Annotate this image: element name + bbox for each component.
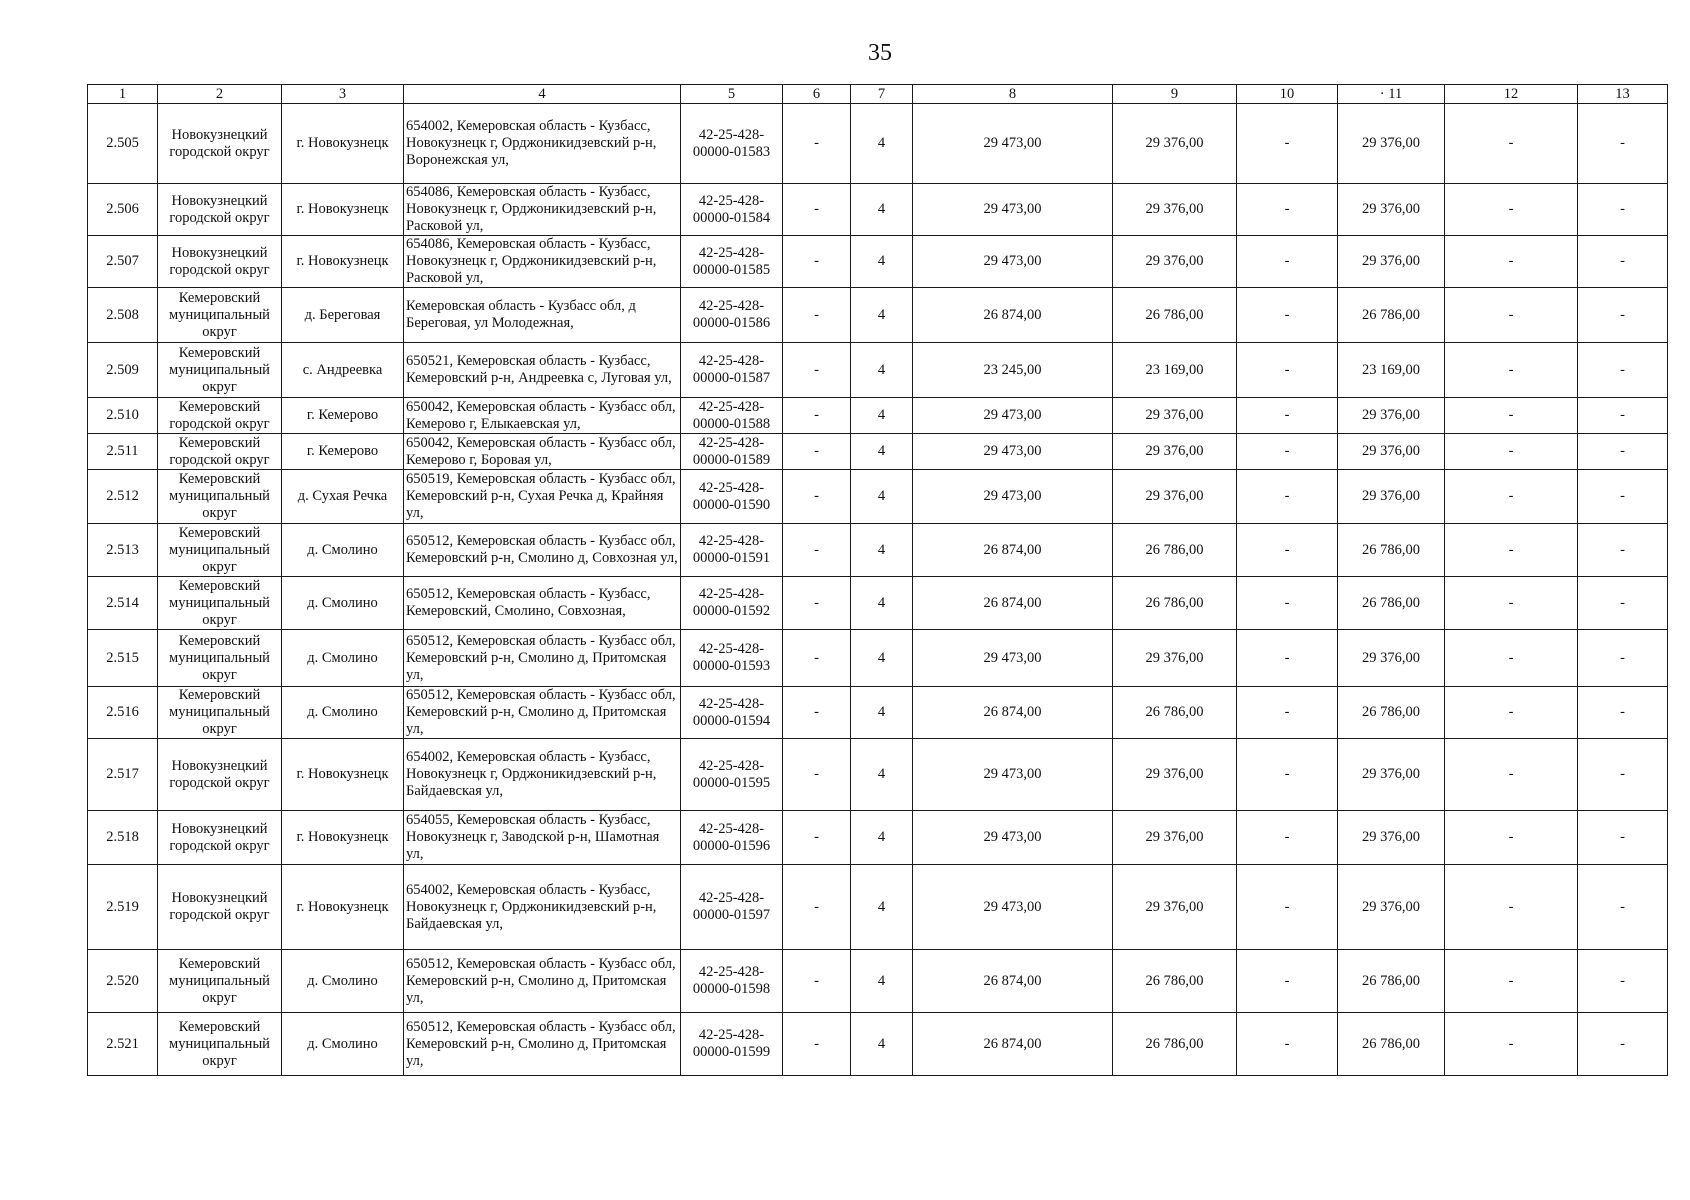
col12-cell: - (1445, 630, 1578, 687)
col12-cell: - (1445, 577, 1578, 630)
col10-cell: - (1237, 739, 1338, 811)
col6-cell: - (783, 950, 851, 1013)
table-row (88, 950, 1668, 1013)
col13-cell: - (1578, 577, 1668, 630)
locality-cell: д. Смолино (282, 524, 404, 577)
code-cell: 42-25-428-00000-01585 (681, 236, 783, 288)
row-number: 2.508 (88, 288, 158, 343)
district-cell: Кемеровский муниципальный округ (158, 470, 282, 524)
column-header: 2 (158, 85, 282, 104)
col9-cell: 26 786,00 (1113, 524, 1237, 577)
locality-cell: с. Андреевка (282, 343, 404, 398)
col8-cell: 23 245,00 (913, 343, 1113, 398)
row-number: 2.509 (88, 343, 158, 398)
col9-cell: 29 376,00 (1113, 184, 1237, 236)
col6-cell: - (783, 739, 851, 811)
col8-cell: 26 874,00 (913, 950, 1113, 1013)
code-cell: 42-25-428-00000-01597 (681, 865, 783, 950)
locality-cell: г. Кемерово (282, 434, 404, 470)
row-number: 2.505 (88, 104, 158, 184)
code-cell: 42-25-428-00000-01594 (681, 687, 783, 739)
col7-cell: 4 (851, 630, 913, 687)
district-cell: Новокузнецкий городской округ (158, 184, 282, 236)
col8-cell: 29 473,00 (913, 434, 1113, 470)
col11-cell: 29 376,00 (1338, 236, 1445, 288)
col9-cell: 26 786,00 (1113, 950, 1237, 1013)
address-cell: 650512, Кемеровская область - Кузбасс обл, Кемеровский р-н, Смолино д, Притомская ул, (404, 950, 681, 1013)
col12-cell: - (1445, 1013, 1578, 1076)
col11-cell: 29 376,00 (1338, 739, 1445, 811)
col10-cell: - (1237, 865, 1338, 950)
col13-cell: - (1578, 739, 1668, 811)
row-number: 2.511 (88, 434, 158, 470)
address-cell: 654055, Кемеровская область - Кузбасс, Новокузнецк г, Заводской р-н, Шамотная ул, (404, 811, 681, 865)
col10-cell: - (1237, 343, 1338, 398)
col10-cell: - (1237, 434, 1338, 470)
code-cell: 42-25-428-00000-01583 (681, 104, 783, 184)
code-cell: 42-25-428-00000-01591 (681, 524, 783, 577)
col12-cell: - (1445, 236, 1578, 288)
district-cell: Кемеровский муниципальный округ (158, 950, 282, 1013)
column-header: 7 (851, 85, 913, 104)
address-cell: 654002, Кемеровская область - Кузбасс, Новокузнецк г, Орджоникидзевский р-н, Байдаевская ул, (404, 739, 681, 811)
col9-cell: 29 376,00 (1113, 104, 1237, 184)
address-cell: 654086, Кемеровская область - Кузбасс, Новокузнецк г, Орджоникидзевский р-н, Расковой ул, (404, 236, 681, 288)
locality-cell: д. Сухая Речка (282, 470, 404, 524)
row-number: 2.519 (88, 865, 158, 950)
col10-cell: - (1237, 288, 1338, 343)
col6-cell: - (783, 288, 851, 343)
col6-cell: - (783, 577, 851, 630)
col9-cell: 26 786,00 (1113, 577, 1237, 630)
col7-cell: 4 (851, 687, 913, 739)
district-cell: Кемеровский муниципальный округ (158, 1013, 282, 1076)
col13-cell: - (1578, 687, 1668, 739)
locality-cell: д. Береговая (282, 288, 404, 343)
col6-cell: - (783, 398, 851, 434)
col12-cell: - (1445, 104, 1578, 184)
col10-cell: - (1237, 811, 1338, 865)
col7-cell: 4 (851, 343, 913, 398)
col10-cell: - (1237, 236, 1338, 288)
district-cell: Новокузнецкий городской округ (158, 865, 282, 950)
address-cell: 650521, Кемеровская область - Кузбасс, Кемеровский р-н, Андреевка с, Луговая ул, (404, 343, 681, 398)
col11-cell: 26 786,00 (1338, 524, 1445, 577)
col12-cell: - (1445, 811, 1578, 865)
locality-cell: д. Смолино (282, 1013, 404, 1076)
col13-cell: - (1578, 470, 1668, 524)
district-cell: Кемеровский муниципальный округ (158, 577, 282, 630)
district-cell: Кемеровский муниципальный округ (158, 343, 282, 398)
table-row (88, 1013, 1668, 1076)
table-body (88, 104, 1668, 1076)
locality-cell: г. Новокузнецк (282, 811, 404, 865)
col11-cell: 26 786,00 (1338, 1013, 1445, 1076)
code-cell: 42-25-428-00000-01593 (681, 630, 783, 687)
district-cell: Кемеровский муниципальный округ (158, 687, 282, 739)
col9-cell: 29 376,00 (1113, 865, 1237, 950)
col7-cell: 4 (851, 524, 913, 577)
locality-cell: г. Новокузнецк (282, 739, 404, 811)
col8-cell: 29 473,00 (913, 630, 1113, 687)
col11-cell: 29 376,00 (1338, 104, 1445, 184)
col11-cell: 29 376,00 (1338, 630, 1445, 687)
col7-cell: 4 (851, 1013, 913, 1076)
col12-cell: - (1445, 950, 1578, 1013)
col10-cell: - (1237, 630, 1338, 687)
address-cell: 650042, Кемеровская область - Кузбасс обл, Кемерово г, Боровая ул, (404, 434, 681, 470)
col12-cell: - (1445, 524, 1578, 577)
col8-cell: 26 874,00 (913, 524, 1113, 577)
col7-cell: 4 (851, 288, 913, 343)
col12-cell: - (1445, 865, 1578, 950)
col6-cell: - (783, 104, 851, 184)
col9-cell: 29 376,00 (1113, 630, 1237, 687)
col7-cell: 4 (851, 184, 913, 236)
table-row (88, 288, 1668, 343)
column-header: 9 (1113, 85, 1237, 104)
district-cell: Новокузнецкий городской округ (158, 104, 282, 184)
locality-cell: г. Новокузнецк (282, 865, 404, 950)
address-cell: 650512, Кемеровская область - Кузбасс обл, Кемеровский р-н, Смолино д, Притомская ул, (404, 630, 681, 687)
col9-cell: 29 376,00 (1113, 434, 1237, 470)
col6-cell: - (783, 811, 851, 865)
col10-cell: - (1237, 687, 1338, 739)
locality-cell: г. Новокузнецк (282, 184, 404, 236)
col11-cell: 26 786,00 (1338, 687, 1445, 739)
row-number: 2.517 (88, 739, 158, 811)
table-row (88, 398, 1668, 434)
col7-cell: 4 (851, 236, 913, 288)
col9-cell: 26 786,00 (1113, 288, 1237, 343)
col7-cell: 4 (851, 950, 913, 1013)
address-cell: 650512, Кемеровская область - Кузбасс, Кемеровский, Смолино, Совхозная, (404, 577, 681, 630)
col12-cell: - (1445, 343, 1578, 398)
col6-cell: - (783, 524, 851, 577)
col10-cell: - (1237, 470, 1338, 524)
row-number: 2.513 (88, 524, 158, 577)
col8-cell: 29 473,00 (913, 104, 1113, 184)
col9-cell: 26 786,00 (1113, 1013, 1237, 1076)
district-cell: Кемеровский городской округ (158, 398, 282, 434)
code-cell: 42-25-428-00000-01598 (681, 950, 783, 1013)
col8-cell: 29 473,00 (913, 811, 1113, 865)
row-number: 2.514 (88, 577, 158, 630)
col6-cell: - (783, 630, 851, 687)
col11-cell: 29 376,00 (1338, 865, 1445, 950)
table-header (88, 85, 1668, 104)
col13-cell: - (1578, 398, 1668, 434)
col7-cell: 4 (851, 811, 913, 865)
address-cell: 650519, Кемеровская область - Кузбасс обл, Кемеровский р-н, Сухая Речка д, Крайняя ул, (404, 470, 681, 524)
column-header: 4 (404, 85, 681, 104)
column-header: 8 (913, 85, 1113, 104)
table-row (88, 236, 1668, 288)
table-row (88, 739, 1668, 811)
district-cell: Новокузнецкий городской округ (158, 811, 282, 865)
col11-cell: 29 376,00 (1338, 398, 1445, 434)
code-cell: 42-25-428-00000-01588 (681, 398, 783, 434)
col12-cell: - (1445, 398, 1578, 434)
address-cell: 650042, Кемеровская область - Кузбасс обл, Кемерово г, Елыкаевская ул, (404, 398, 681, 434)
locality-cell: д. Смолино (282, 687, 404, 739)
col13-cell: - (1578, 104, 1668, 184)
col13-cell: - (1578, 184, 1668, 236)
code-cell: 42-25-428-00000-01584 (681, 184, 783, 236)
code-cell: 42-25-428-00000-01590 (681, 470, 783, 524)
col12-cell: - (1445, 739, 1578, 811)
col8-cell: 26 874,00 (913, 577, 1113, 630)
column-header: 1 (88, 85, 158, 104)
locality-cell: д. Смолино (282, 577, 404, 630)
column-header: 5 (681, 85, 783, 104)
col6-cell: - (783, 434, 851, 470)
col8-cell: 29 473,00 (913, 470, 1113, 524)
code-cell: 42-25-428-00000-01589 (681, 434, 783, 470)
col11-cell: 23 169,00 (1338, 343, 1445, 398)
column-header: 13 (1578, 85, 1668, 104)
row-number: 2.506 (88, 184, 158, 236)
col11-cell: 26 786,00 (1338, 950, 1445, 1013)
col13-cell: - (1578, 1013, 1668, 1076)
col12-cell: - (1445, 434, 1578, 470)
table-row (88, 524, 1668, 577)
address-cell: 650512, Кемеровская область - Кузбасс обл, Кемеровский р-н, Смолино д, Совхозная ул, (404, 524, 681, 577)
col13-cell: - (1578, 434, 1668, 470)
col12-cell: - (1445, 687, 1578, 739)
col8-cell: 29 473,00 (913, 184, 1113, 236)
col9-cell: 29 376,00 (1113, 470, 1237, 524)
col7-cell: 4 (851, 104, 913, 184)
row-number: 2.515 (88, 630, 158, 687)
col8-cell: 29 473,00 (913, 865, 1113, 950)
col9-cell: 23 169,00 (1113, 343, 1237, 398)
table-row (88, 577, 1668, 630)
table-row (88, 104, 1668, 184)
col9-cell: 29 376,00 (1113, 811, 1237, 865)
col9-cell: 29 376,00 (1113, 739, 1237, 811)
code-cell: 42-25-428-00000-01595 (681, 739, 783, 811)
district-cell: Кемеровский городской округ (158, 434, 282, 470)
table-row (88, 470, 1668, 524)
locality-cell: г. Кемерово (282, 398, 404, 434)
registry-table (87, 84, 1668, 1076)
col8-cell: 26 874,00 (913, 1013, 1113, 1076)
row-number: 2.521 (88, 1013, 158, 1076)
column-header: 12 (1445, 85, 1578, 104)
row-number: 2.518 (88, 811, 158, 865)
col9-cell: 29 376,00 (1113, 236, 1237, 288)
col11-cell: 26 786,00 (1338, 288, 1445, 343)
header-row (88, 85, 1668, 104)
col11-cell: 29 376,00 (1338, 434, 1445, 470)
col13-cell: - (1578, 630, 1668, 687)
col11-cell: 29 376,00 (1338, 811, 1445, 865)
col13-cell: - (1578, 524, 1668, 577)
col6-cell: - (783, 470, 851, 524)
col12-cell: - (1445, 288, 1578, 343)
col6-cell: - (783, 865, 851, 950)
column-header: 3 (282, 85, 404, 104)
table-row (88, 865, 1668, 950)
col6-cell: - (783, 236, 851, 288)
col13-cell: - (1578, 343, 1668, 398)
col10-cell: - (1237, 184, 1338, 236)
col8-cell: 29 473,00 (913, 236, 1113, 288)
code-cell: 42-25-428-00000-01599 (681, 1013, 783, 1076)
col12-cell: - (1445, 470, 1578, 524)
col10-cell: - (1237, 1013, 1338, 1076)
district-cell: Новокузнецкий городской округ (158, 236, 282, 288)
col11-cell: 26 786,00 (1338, 577, 1445, 630)
col11-cell: 29 376,00 (1338, 184, 1445, 236)
address-cell: 654086, Кемеровская область - Кузбасс, Новокузнецк г, Орджоникидзевский р-н, Расковой ул, (404, 184, 681, 236)
col12-cell: - (1445, 184, 1578, 236)
address-cell: Кемеровская область - Кузбасс обл, д Береговая, ул Молодежная, (404, 288, 681, 343)
district-cell: Кемеровский муниципальный округ (158, 630, 282, 687)
district-cell: Кемеровский муниципальный округ (158, 524, 282, 577)
address-cell: 650512, Кемеровская область - Кузбасс обл, Кемеровский р-н, Смолино д, Притомская ул, (404, 687, 681, 739)
row-number: 2.507 (88, 236, 158, 288)
district-cell: Новокузнецкий городской округ (158, 739, 282, 811)
table-row (88, 184, 1668, 236)
locality-cell: г. Новокузнецк (282, 236, 404, 288)
col10-cell: - (1237, 524, 1338, 577)
col13-cell: - (1578, 811, 1668, 865)
address-cell: 650512, Кемеровская область - Кузбасс обл, Кемеровский р-н, Смолино д, Притомская ул, (404, 1013, 681, 1076)
col10-cell: - (1237, 104, 1338, 184)
col10-cell: - (1237, 950, 1338, 1013)
table-row (88, 811, 1668, 865)
table-row (88, 434, 1668, 470)
address-cell: 654002, Кемеровская область - Кузбасс, Новокузнецк г, Орджоникидзевский р-н, Байдаевская ул, (404, 865, 681, 950)
table-row (88, 630, 1668, 687)
code-cell: 42-25-428-00000-01596 (681, 811, 783, 865)
col8-cell: 29 473,00 (913, 739, 1113, 811)
col6-cell: - (783, 184, 851, 236)
col10-cell: - (1237, 577, 1338, 630)
row-number: 2.510 (88, 398, 158, 434)
table-row (88, 687, 1668, 739)
col13-cell: - (1578, 865, 1668, 950)
col13-cell: - (1578, 950, 1668, 1013)
col7-cell: 4 (851, 739, 913, 811)
district-cell: Кемеровский муниципальный округ (158, 288, 282, 343)
locality-cell: г. Новокузнецк (282, 104, 404, 184)
col6-cell: - (783, 1013, 851, 1076)
col13-cell: - (1578, 288, 1668, 343)
locality-cell: д. Смолино (282, 630, 404, 687)
col9-cell: 26 786,00 (1113, 687, 1237, 739)
col6-cell: - (783, 687, 851, 739)
row-number: 2.520 (88, 950, 158, 1013)
page-number: 35 (868, 40, 892, 66)
col11-cell: 29 376,00 (1338, 470, 1445, 524)
row-number: 2.516 (88, 687, 158, 739)
column-header: 6 (783, 85, 851, 104)
col7-cell: 4 (851, 398, 913, 434)
column-header: · 11 (1338, 85, 1445, 104)
col7-cell: 4 (851, 577, 913, 630)
col8-cell: 26 874,00 (913, 288, 1113, 343)
code-cell: 42-25-428-00000-01587 (681, 343, 783, 398)
table-row (88, 343, 1668, 398)
col7-cell: 4 (851, 434, 913, 470)
col9-cell: 29 376,00 (1113, 398, 1237, 434)
col13-cell: - (1578, 236, 1668, 288)
address-cell: 654002, Кемеровская область - Кузбасс, Новокузнецк г, Орджоникидзевский р-н, Воронежская ул, (404, 104, 681, 184)
row-number: 2.512 (88, 470, 158, 524)
code-cell: 42-25-428-00000-01592 (681, 577, 783, 630)
col8-cell: 26 874,00 (913, 687, 1113, 739)
col7-cell: 4 (851, 865, 913, 950)
locality-cell: д. Смолино (282, 950, 404, 1013)
col7-cell: 4 (851, 470, 913, 524)
col8-cell: 29 473,00 (913, 398, 1113, 434)
col6-cell: - (783, 343, 851, 398)
code-cell: 42-25-428-00000-01586 (681, 288, 783, 343)
col10-cell: - (1237, 398, 1338, 434)
column-header: 10 (1237, 85, 1338, 104)
